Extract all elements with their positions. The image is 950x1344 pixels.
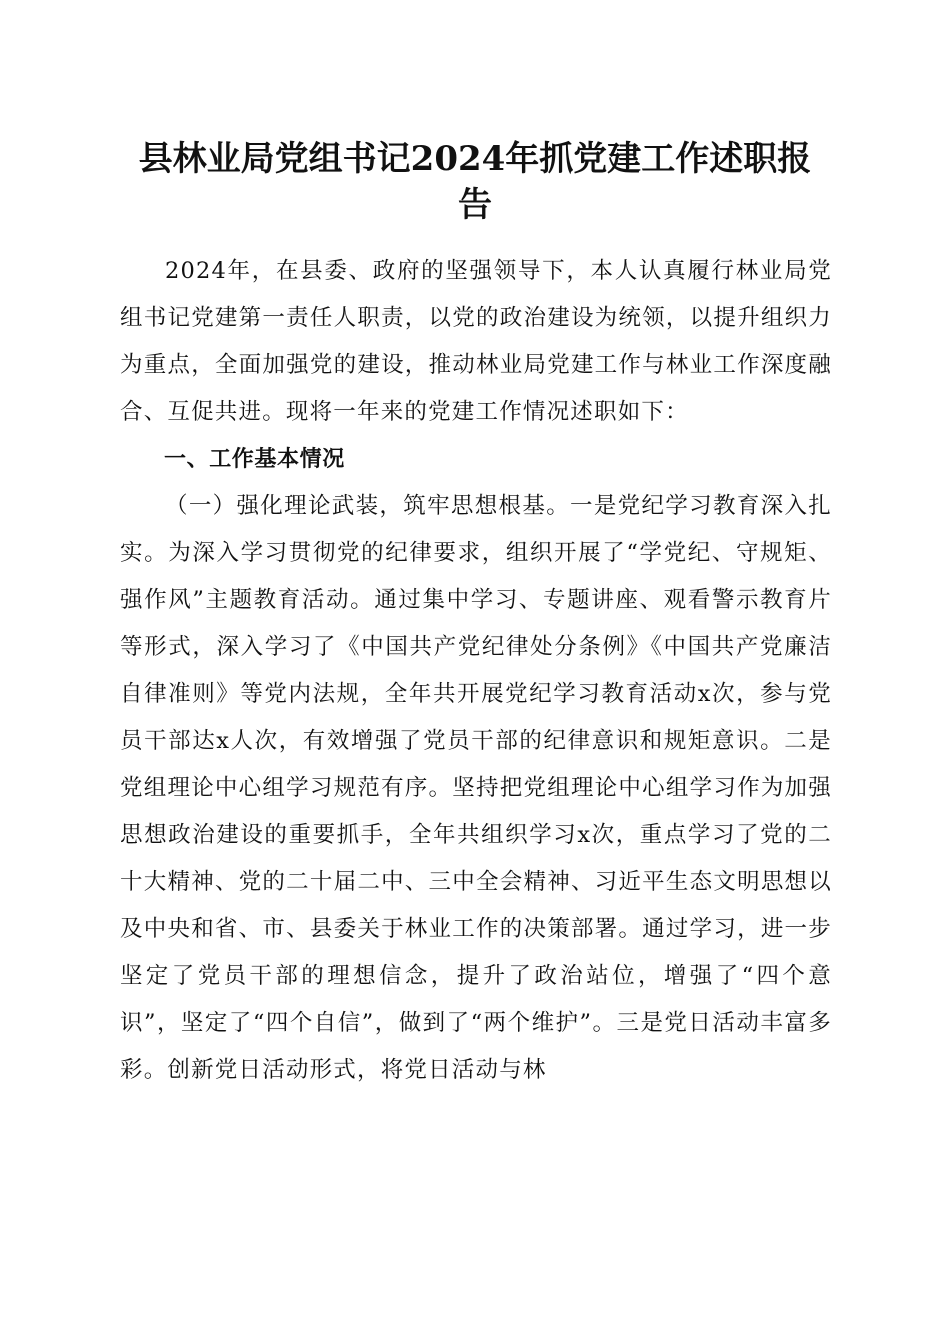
document-body — [120, 248, 832, 1094]
document-title — [120, 136, 830, 228]
section-1-paragraph-1: （一）强化理论武装，筑牢思想根基。一是党纪学习教育深入扎实。为深入学习贯彻党的纪律要求，组织开展了“学党纪、守规矩、强作风”主题教育活动。通过集中学习、专题讲座、观看警示教育片等形式，深入学习了《中国共产党纪律处分条例》《中国共产党廉洁自律准则》等党内法规，全年共开展党纪学习教育活动x次，参与党员干部达x人次，有效增强了党员干部的纪律意识和规矩意识。二是党组理论中心组学习规范有序。坚持把党组理论中心组学习作为加强思想政治建设的重要抓手，全年共组织学习x次，重点学习了党的二十大精神、党的二十届二中、三中全会精神、习近平生态文明思想以及中央和省、市、县委关于林业工作的决策部署。通过学习，进一步坚定了党员干部的理想信念，提升了政治站位，增强了“四个意识”，坚定了“四个自信”，做到了“两个维护”。三是党日活动丰富多彩。创新党日活动形式，将党日活动与林 — [120, 493, 832, 1083]
intro-paragraph: 2024年，在县委、政府的坚强领导下，本人认真履行林业局党组书记党建第一责任人职责，以党的政治建设为统领，以提升组织力为重点，全面加强党的建设，推动林业局党建工作与林业工作深度融合、互促共进。现将一年来的党建工作情况述职如下： — [120, 258, 832, 425]
section-heading-1: 一、工作基本情况 — [164, 447, 345, 472]
document-title-line-1: 县林业局党组书记2024年抓党建工作述职报 — [138, 139, 812, 179]
document-title-line-2: 告 — [458, 185, 492, 225]
